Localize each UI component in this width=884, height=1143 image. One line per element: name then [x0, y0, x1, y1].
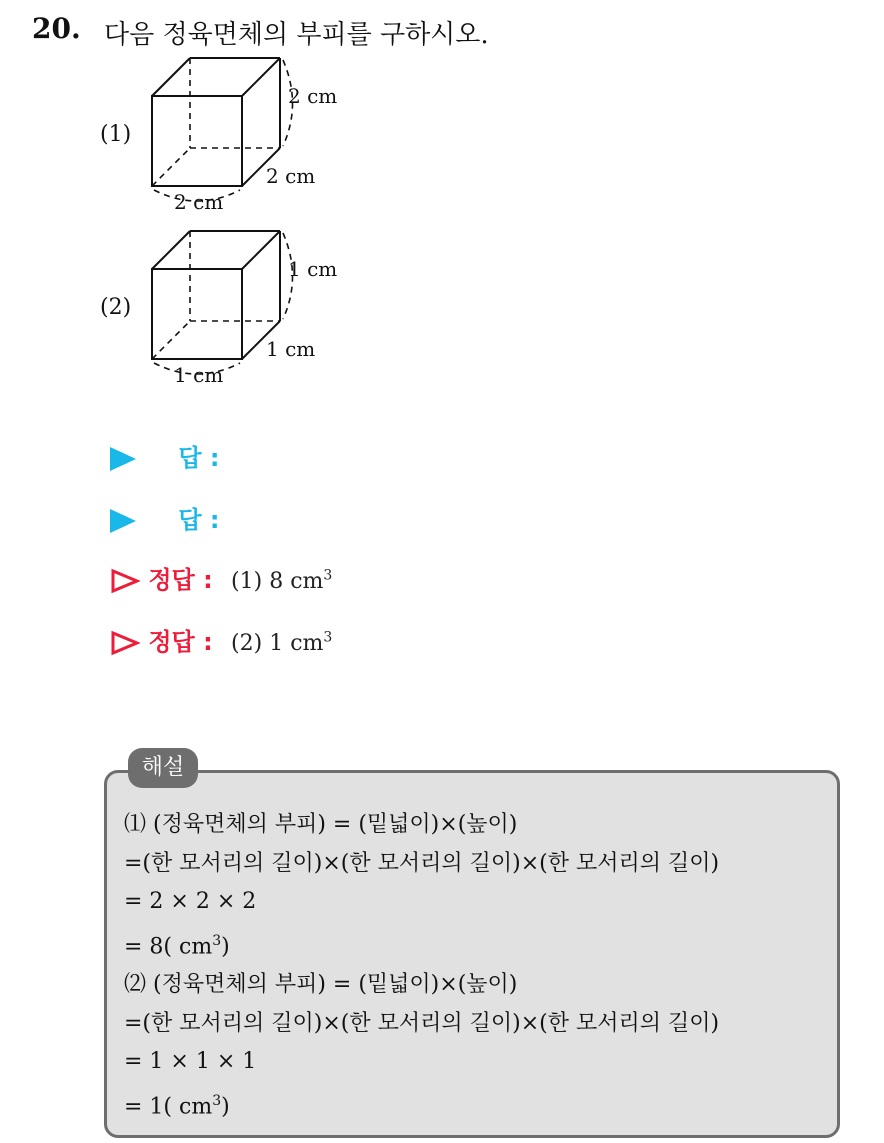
- question-text: 다음 정육면체의 부피를 구하시오.: [104, 20, 489, 50]
- figure-number: (1): [100, 122, 132, 147]
- triangle-marker-icon: [110, 447, 136, 471]
- answer-line-1: [110, 438, 220, 473]
- cube-figure-2: [90, 227, 350, 387]
- question-number: 20.: [32, 12, 81, 45]
- correct-label: 정답 :: [148, 566, 213, 594]
- solution-line: = 1 × 1 × 1: [124, 1049, 257, 1075]
- edge-label-bottom: 1 cm: [174, 363, 224, 387]
- solution-line: ⑴ (정육면체의 부피) = (밑넓이)×(높이): [124, 812, 518, 837]
- correct-value: (2) 1 $cm^3$: [231, 629, 333, 656]
- outline-triangle-icon: [110, 630, 140, 656]
- solution-line: =(한 모서리의 길이)×(한 모서리의 길이)×(한 모서리의 길이): [124, 1010, 720, 1036]
- edge-label-depth: 1 cm: [266, 337, 316, 361]
- solution-line: ⑵ (정육면체의 부피) = (밑넓이)×(높이): [124, 972, 518, 998]
- answer-label: 답 :: [178, 506, 220, 534]
- answer-line-2: [110, 500, 220, 535]
- edge-label-right: 2 cm: [288, 84, 338, 108]
- edge-label-depth: 2 cm: [266, 164, 316, 188]
- correct-answer-1: [110, 560, 332, 595]
- solution-line: =(한 모서리의 길이)×(한 모서리의 길이)×(한 모서리의 길이): [124, 850, 720, 876]
- figure-number: (2): [100, 295, 132, 320]
- solution-lines: [124, 806, 719, 1127]
- solution-line: = 1( $cm^3$): [124, 1092, 230, 1120]
- solution-title: 해설: [128, 748, 198, 788]
- cube-figure-1: [90, 54, 350, 214]
- edge-label-bottom: 2 cm: [174, 190, 224, 214]
- correct-value: (1) 8 $cm^3$: [231, 567, 333, 594]
- correct-answer-2: [110, 622, 332, 657]
- answer-label: 답 :: [178, 444, 220, 472]
- outline-triangle-icon: [110, 568, 140, 594]
- correct-label: 정답 :: [148, 628, 213, 656]
- triangle-marker-icon: [110, 509, 136, 533]
- edge-label-right: 1 cm: [288, 257, 338, 281]
- solution-line: = 2 × 2 × 2: [124, 889, 257, 914]
- solution-line: = 8( $cm^3$): [124, 932, 230, 959]
